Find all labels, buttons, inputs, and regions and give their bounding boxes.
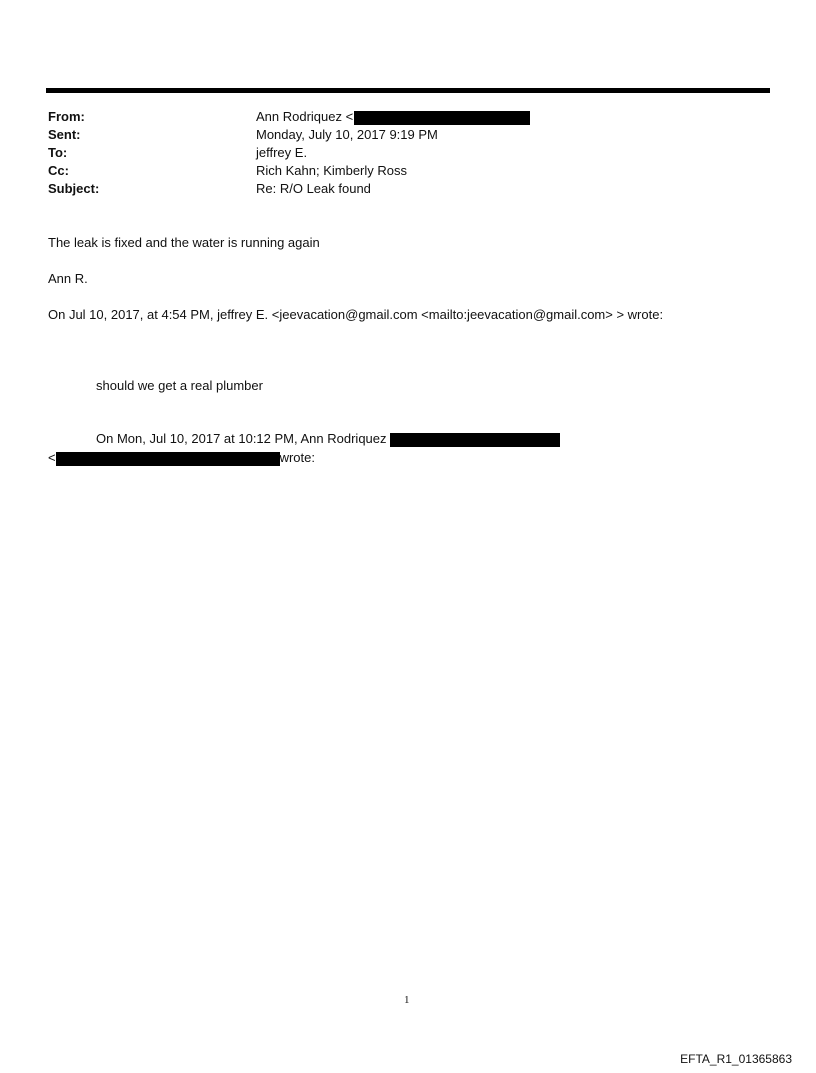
header-divider-rule [46,88,770,93]
from-name: Ann Rodriquez < [256,109,354,124]
redaction-block [354,111,530,125]
cc-label: Cc: [48,163,69,178]
subject-label: Subject: [48,181,100,196]
to-value: jeffrey E. [256,145,308,160]
from-label: From: [48,109,85,124]
redaction-block [390,433,560,447]
body-line-1: The leak is fixed and the water is running again [48,235,320,250]
quoted-message: should we get a real plumber [96,378,263,393]
redaction-block [56,452,280,466]
cc-value: Rich Kahn; Kimberly Ross [256,163,407,178]
page-number: 1 [404,994,410,1006]
nested-quote-text: On Mon, Jul 10, 2017 at 10:12 PM, Ann Rodriquez [96,431,387,446]
sent-value: Monday, July 10, 2017 9:19 PM [256,127,438,142]
quote-intro: On Jul 10, 2017, at 4:54 PM, jeffrey E. <jeevacation@gmail.com <mailto:jeevacation@gmail.com> > wrote: [48,307,664,322]
subject-value: Re: R/O Leak found [256,181,371,196]
nested-wrote: wrote: [279,450,315,465]
nested-quote-intro [96,430,560,448]
from-value [256,108,530,126]
nested-open-bracket: < [48,450,56,465]
bates-number: EFTA_R1_01365863 [680,1052,792,1066]
nested-quote-address-line [48,449,315,467]
to-label: To: [48,145,68,160]
body-signature: Ann R. [48,271,88,286]
sent-label: Sent: [48,127,81,142]
